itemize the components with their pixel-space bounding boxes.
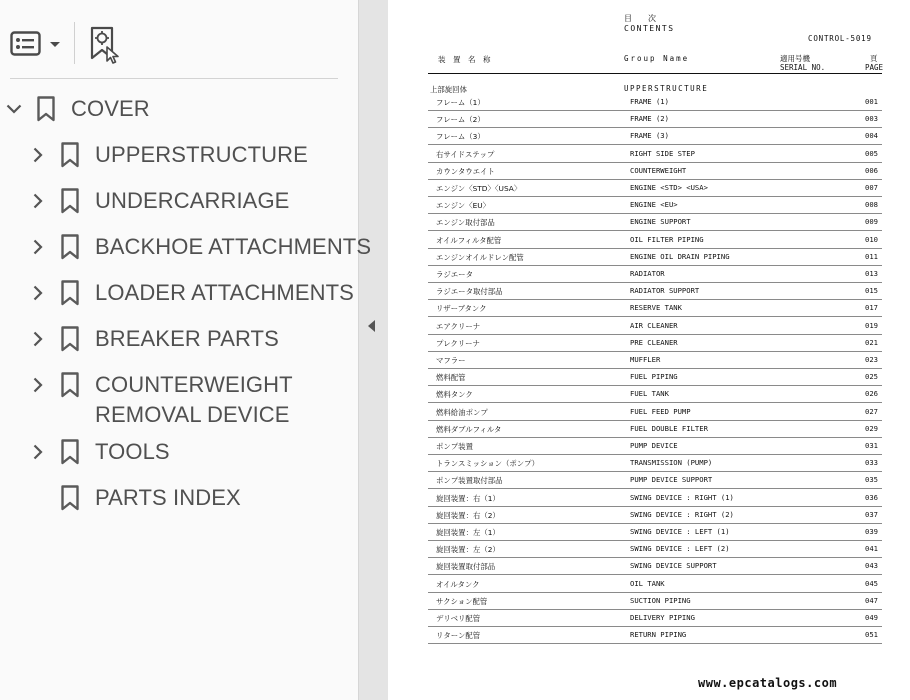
row-name-jp: 旋回装置：左（1） [436, 528, 500, 537]
row-name-jp: トランスミッション（ポンプ） [436, 459, 540, 469]
bookmark-upperstructure[interactable] [0, 140, 358, 170]
row-name-jp: エンジンオイルドレン配管 [436, 252, 524, 262]
find-bookmark-icon [88, 26, 124, 64]
row-page-number: 051 [865, 630, 878, 640]
row-name-jp: 燃料給油ポンプ [436, 407, 488, 417]
row-group-name: FRAME (1) [630, 97, 669, 106]
row-page-number: 025 [865, 372, 878, 382]
row-group-name: SWING DEVICE : LEFT (1) [630, 527, 730, 536]
bookmark-icon [61, 142, 79, 168]
contents-row [428, 231, 882, 249]
row-name-jp: プレクリーナ [436, 338, 480, 348]
bookmark-icon [37, 96, 55, 122]
chevron-right-icon[interactable] [29, 329, 47, 349]
bookmark-label: TOOLS [95, 439, 170, 464]
chevron-right-icon[interactable] [29, 191, 47, 211]
row-name-jp: サクション配管 [436, 596, 488, 606]
row-name-jp: エンジン〈STD〉〈USA〉 [436, 184, 522, 193]
row-name-jp: リザーブタンク [436, 304, 487, 314]
header-serial-jp: 適用号機 [780, 54, 810, 63]
row-group-name: ENGINE SUPPORT [630, 217, 691, 227]
bookmark-tools[interactable] [0, 437, 358, 467]
row-group-name: TRANSMISSION (PUMP) [630, 458, 713, 468]
bookmark-label: BACKHOE ATTACHMENTS [95, 234, 372, 259]
row-group-name: SWING DEVICE SUPPORT [630, 561, 717, 571]
bookmark-counterweight-removal-device[interactable] [0, 370, 358, 430]
bookmark-loader-attachments[interactable] [0, 278, 358, 308]
contents-row [428, 489, 882, 507]
row-name-jp: 旋回装置：左（2） [436, 545, 500, 555]
row-group-name: SWING DEVICE : RIGHT (1) [630, 492, 734, 502]
contents-row [428, 626, 882, 644]
contents-row [428, 403, 882, 421]
caret-left-icon [366, 319, 376, 333]
header-serial-en: SERIAL NO. [780, 63, 826, 72]
contents-row [428, 127, 882, 145]
caret-down-icon [48, 39, 62, 49]
contents-row [428, 282, 882, 300]
row-group-name: SWING DEVICE : RIGHT (2) [630, 509, 734, 519]
header-page-jp: 頁 [870, 54, 878, 63]
row-group-name: ENGINE OIL DRAIN PIPING [630, 251, 730, 261]
bookmark-label: UPPERSTRUCTURE [95, 142, 308, 167]
row-group-name: RADIATOR SUPPORT [630, 286, 700, 296]
row-name-jp: マフラー [436, 356, 466, 365]
contents-row [428, 351, 882, 369]
collapse-panel-button[interactable] [364, 315, 378, 337]
contents-row [428, 454, 882, 472]
row-page-number: 001 [865, 97, 878, 106]
row-page-number: 026 [865, 389, 878, 399]
row-page-number: 011 [865, 251, 878, 261]
row-group-name: SWING DEVICE : LEFT (2) [630, 544, 730, 554]
row-page-number: 033 [865, 458, 878, 468]
row-name-jp: 燃料ダブルフィルタ [436, 424, 502, 434]
row-page-number: 021 [865, 337, 878, 347]
bookmark-label: LOADER ATTACHMENTS [95, 280, 354, 305]
row-group-name: RESERVE TANK [630, 303, 682, 313]
row-page-number: 041 [865, 544, 878, 554]
row-page-number: 003 [865, 114, 878, 124]
bookmark-icon [61, 326, 79, 352]
contents-row [428, 540, 882, 558]
options-menu-button[interactable] [10, 28, 62, 60]
row-group-name: COUNTERWEIGHT [630, 165, 687, 175]
row-name-jp: 旋回装置取付部品 [436, 562, 496, 572]
contents-row [428, 385, 882, 403]
row-group-name: AIR CLEANER [630, 320, 678, 330]
bookmarks-toolbar [0, 0, 358, 78]
contents-row [428, 368, 882, 386]
contents-row [428, 162, 882, 180]
row-group-name: OIL FILTER PIPING [630, 234, 704, 244]
row-page-number: 017 [865, 303, 878, 313]
row-group-name: RETURN PIPING [630, 630, 687, 640]
chevron-right-icon[interactable] [29, 237, 47, 257]
chevron-right-icon[interactable] [29, 283, 47, 303]
row-page-number: 036 [865, 492, 878, 502]
contents-row [428, 196, 882, 214]
row-name-jp: 燃料タンク [436, 390, 473, 400]
section-title-jp: 上部旋回体 [430, 85, 467, 94]
title-jp: 目 次 [624, 14, 656, 23]
bookmark-icon [61, 188, 79, 214]
row-group-name: ENGINE <STD> <USA> [630, 183, 708, 192]
row-page-number: 045 [865, 578, 878, 588]
list-options-icon [10, 31, 42, 57]
row-page-number: 031 [865, 441, 878, 450]
bookmarks-panel [0, 0, 372, 700]
contents-row [428, 609, 882, 627]
contents-row [428, 248, 882, 266]
row-group-name: FRAME (2) [630, 114, 669, 124]
header-page-en: PAGE [865, 63, 884, 72]
row-name-jp: 右サイドステップ [436, 149, 495, 159]
row-name-jp: エンジン〈EU〉 [436, 201, 491, 211]
row-page-number: 005 [865, 148, 878, 158]
bookmark-icon [61, 439, 79, 465]
row-group-name: OIL TANK [630, 578, 665, 588]
chevron-down-icon[interactable] [5, 99, 23, 119]
row-name-jp: リターン配管 [436, 631, 481, 641]
chevron-right-icon[interactable] [29, 145, 47, 165]
bookmark-icon [61, 485, 79, 511]
row-name-jp: オイルフィルタ配管 [436, 235, 502, 245]
contents-row [428, 575, 882, 593]
row-group-name: DELIVERY PIPING [630, 613, 695, 622]
title-en: CONTENTS [624, 24, 675, 33]
row-page-number: 019 [865, 320, 878, 330]
toolbar-divider [10, 78, 338, 79]
row-name-jp: エンジン取付部品 [436, 218, 495, 228]
bookmark-cover[interactable] [0, 94, 358, 124]
row-page-number: 004 [865, 131, 878, 141]
row-name-jp: 旋回装置：右（2） [436, 510, 500, 520]
contents-row [428, 213, 882, 231]
contents-row [428, 437, 882, 455]
row-page-number: 008 [865, 200, 878, 210]
contents-row [428, 334, 882, 352]
contents-row [428, 179, 882, 197]
header-name-jp: 装 置 名 称 [438, 55, 491, 64]
row-page-number: 035 [865, 475, 878, 485]
bookmark-icon [61, 234, 79, 260]
contents-row [428, 110, 882, 128]
row-name-jp: ポンプ装置 [436, 442, 473, 451]
contents-row [428, 471, 882, 489]
bookmark-icon [61, 280, 79, 306]
bookmark-label: UNDERCARRIAGE [95, 188, 290, 213]
row-name-jp: 旋回装置：右（1） [436, 493, 500, 503]
contents-row [428, 592, 882, 610]
contents-row [428, 317, 882, 335]
row-name-jp: カウンタウエイト [436, 166, 495, 176]
row-name-jp: ラジエータ取付部品 [436, 287, 503, 297]
row-group-name: MUFFLER [630, 355, 661, 364]
row-page-number: 029 [865, 423, 878, 433]
row-name-jp: フレーム（2） [436, 115, 485, 125]
row-group-name: PRE CLEANER [630, 337, 678, 347]
bookmark-undercarriage[interactable] [0, 186, 358, 216]
row-name-jp: エアクリーナ [436, 321, 481, 331]
section-title-en: UPPERSTRUCTURE [624, 84, 709, 93]
row-page-number: 015 [865, 286, 878, 296]
row-name-jp: フレーム（1） [436, 98, 485, 107]
row-group-name: SUCTION PIPING [630, 595, 691, 605]
contents-row [428, 93, 882, 111]
bookmark-label: PARTS INDEX [95, 485, 241, 510]
row-page-number: 007 [865, 183, 878, 192]
chevron-right-icon[interactable] [29, 375, 47, 395]
bookmark-icon [61, 372, 79, 398]
row-page-number: 009 [865, 217, 878, 227]
row-page-number: 047 [865, 595, 878, 605]
row-name-jp: 燃料配管 [436, 373, 466, 383]
chevron-right-icon[interactable] [29, 442, 47, 462]
control-number: CONTROL-5019 [808, 34, 872, 43]
watermark: www.epcatalogs.com [698, 676, 838, 690]
document-page [388, 0, 910, 700]
bookmark-label: BREAKER PARTS [95, 326, 279, 351]
row-group-name: PUMP DEVICE SUPPORT [630, 475, 713, 485]
row-page-number: 013 [865, 269, 878, 278]
row-name-jp: フレーム（3） [436, 132, 485, 142]
bookmark-parts-index[interactable] [0, 483, 358, 513]
bookmark-breaker-parts[interactable] [0, 324, 358, 354]
header-group-name: Group Name [624, 54, 690, 63]
row-page-number: 023 [865, 355, 878, 364]
contents-row [428, 299, 882, 317]
row-group-name: RADIATOR [630, 269, 665, 278]
row-page-number: 006 [865, 165, 878, 175]
bookmark-label-line2: REMOVAL DEVICE [95, 402, 290, 427]
row-name-jp: ポンプ装置取付部品 [436, 476, 503, 486]
row-group-name: FUEL TANK [630, 389, 669, 399]
row-page-number: 043 [865, 561, 878, 571]
find-current-bookmark-button[interactable] [88, 26, 124, 64]
row-page-number: 037 [865, 509, 878, 519]
row-name-jp: デリベリ配管 [436, 614, 481, 623]
contents-row [428, 145, 882, 163]
bookmark-label: COVER [71, 96, 150, 121]
row-name-jp: オイルタンク [436, 579, 480, 589]
contents-row [428, 420, 882, 438]
contents-row [428, 523, 882, 541]
row-group-name: FUEL PIPING [630, 372, 678, 382]
contents-row [428, 557, 882, 575]
row-group-name: ENGINE <EU> [630, 200, 678, 210]
contents-row [428, 506, 882, 524]
row-page-number: 027 [865, 406, 878, 416]
bookmark-label: COUNTERWEIGHT [95, 372, 293, 397]
header-rule [428, 73, 882, 74]
row-page-number: 010 [865, 234, 878, 244]
row-group-name: FUEL DOUBLE FILTER [630, 423, 708, 433]
row-page-number: 039 [865, 527, 878, 536]
contents-row [428, 265, 882, 283]
bookmark-backhoe-attachments[interactable] [0, 232, 372, 262]
row-group-name: PUMP DEVICE [630, 441, 678, 450]
row-group-name: FUEL FEED PUMP [630, 406, 691, 416]
row-group-name: RIGHT SIDE STEP [630, 148, 695, 158]
row-name-jp: ラジエータ [436, 270, 473, 279]
toolbar-separator [74, 22, 75, 64]
row-group-name: FRAME (3) [630, 131, 669, 141]
row-page-number: 049 [865, 613, 878, 622]
